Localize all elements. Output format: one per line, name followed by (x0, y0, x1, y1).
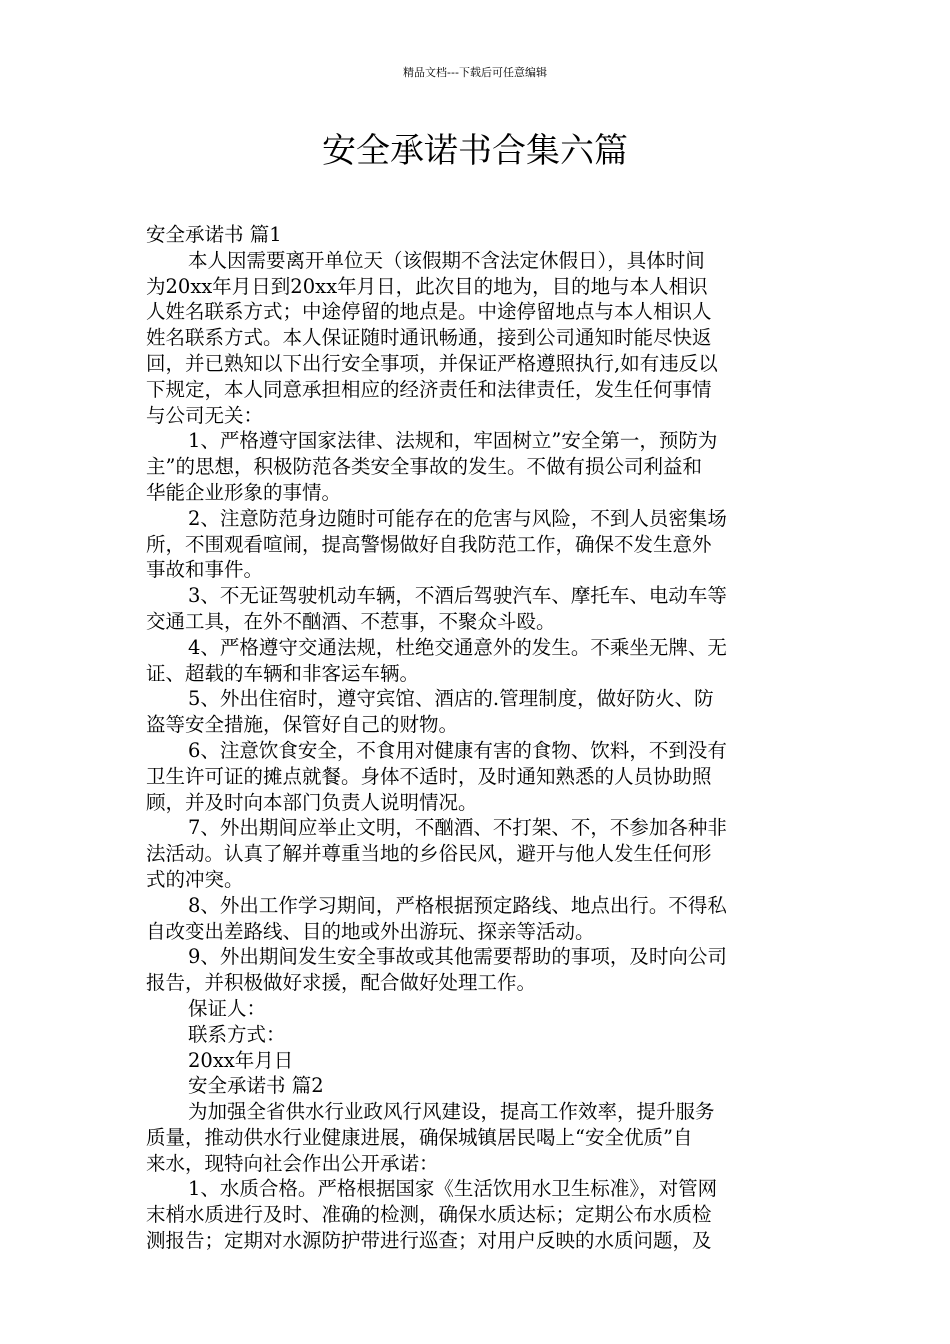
text-line: 本人因需要离开单位天（该假期不含法定休假日），具体时间 (188, 248, 705, 272)
text-line: 顾，并及时向本部门负责人说明情况。 (146, 790, 478, 814)
text-line: 保证人： (188, 996, 267, 1020)
text-line: 回，并已熟知以下出行安全事项，并保证严格遵照执行,如有违反以 (146, 351, 718, 375)
text-line: 来水，现特向社会作出公开承诺： (146, 1151, 439, 1175)
text-line: 式的冲突。 (146, 867, 244, 891)
text-line: 3、不无证驾驶机动车辆，不酒后驾驶汽车、摩托车、电动车等 (188, 584, 727, 608)
text-line: 1、水质合格。严格根据国家《生活饮用水卫生标准》，对管网 (188, 1177, 718, 1201)
text-line: 20xx年月日 (188, 1048, 294, 1072)
text-line: 联系方式： (188, 1022, 286, 1046)
text-line: 卫生许可证的摊点就餐。身体不适时，及时通知熟悉的人员协助照 (146, 764, 712, 788)
text-line: 报告，并积极做好求援，配合做好处理工作。 (146, 971, 537, 995)
text-line: 华能企业形象的事情。 (146, 480, 342, 504)
text-line: 6、注意饮食安全，不食用对健康有害的食物、饮料，不到没有 (188, 738, 727, 762)
text-line: 所，不围观看喧闹，提高警惕做好自我防范工作，确保不发生意外 (146, 532, 712, 556)
text-line: 为20xx年月日到20xx年月日，此次目的地为，目的地与本人相识 (146, 274, 708, 298)
text-line: 7、外出期间应举止文明，不酗酒、不打架、不，不参加各种非 (188, 816, 727, 840)
text-line: 证、超载的车辆和非客运车辆。 (146, 661, 420, 685)
text-line: 主”的思想，积极防范各类安全事故的发生。不做有损公司利益和 (146, 455, 702, 479)
text-line: 安全承诺书 篇1 (146, 223, 282, 246)
text-line: 人姓名联系方式；中途停留的地点是。中途停留地点与本人相识人 (146, 300, 712, 324)
text-line: 为加强全省供水行业政风行风建设，提高工作效率，提升服务 (188, 1100, 715, 1124)
text-line: 末梢水质进行及时、准确的检测，确保水质达标；定期公布水质检 (146, 1203, 712, 1227)
document-body (146, 222, 808, 1254)
text-line: 测报告；定期对水源防护带进行巡查；对用户反映的水质问题，及 (146, 1229, 712, 1253)
document-title: 安全承诺书合集六篇 (322, 131, 628, 171)
text-line: 5、外出住宿时，遵守宾馆、酒店的.管理制度，做好防火、防 (188, 687, 714, 711)
text-line: 事故和事件。 (146, 558, 264, 582)
text-line: 盗等安全措施，保管好自己的财物。 (146, 713, 459, 737)
text-line: 安全承诺书 篇2 (188, 1074, 324, 1098)
text-line: 交通工具，在外不酗酒、不惹事，不聚众斗殴。 (146, 609, 556, 633)
text-line: 2、注意防范身边随时可能存在的危害与风险，不到人员密集场 (188, 506, 727, 530)
page-header-note: 精品文档---下载后可任意编辑 (403, 66, 547, 79)
text-line: 质量，推动供水行业健康进展，确保城镇居民喝上“安全优质”自 (146, 1125, 693, 1149)
text-line: 9、外出期间发生安全事故或其他需要帮助的事项，及时向公司 (188, 945, 727, 969)
text-line: 姓名联系方式。本人保证随时通讯畅通，接到公司通知时能尽快返 (146, 326, 712, 350)
text-line: 法活动。认真了解并尊重当地的乡俗民风，避开与他人发生任何形 (146, 842, 712, 866)
text-line: 下规定，本人同意承担相应的经济责任和法律责任，发生任何事情 (146, 377, 712, 401)
text-line: 自改变出差路线、目的地或外出游玩、探亲等活动。 (146, 919, 595, 943)
text-line: 1、严格遵守国家法律、法规和，牢固树立”安全第一，预防为 (188, 429, 718, 453)
text-line: 8、外出工作学习期间，严格根据预定路线、地点出行。不得私 (188, 893, 727, 917)
text-line: 4、严格遵守交通法规，杜绝交通意外的发生。不乘坐无牌、无 (188, 635, 727, 659)
text-line: 与公司无关： (146, 403, 264, 427)
